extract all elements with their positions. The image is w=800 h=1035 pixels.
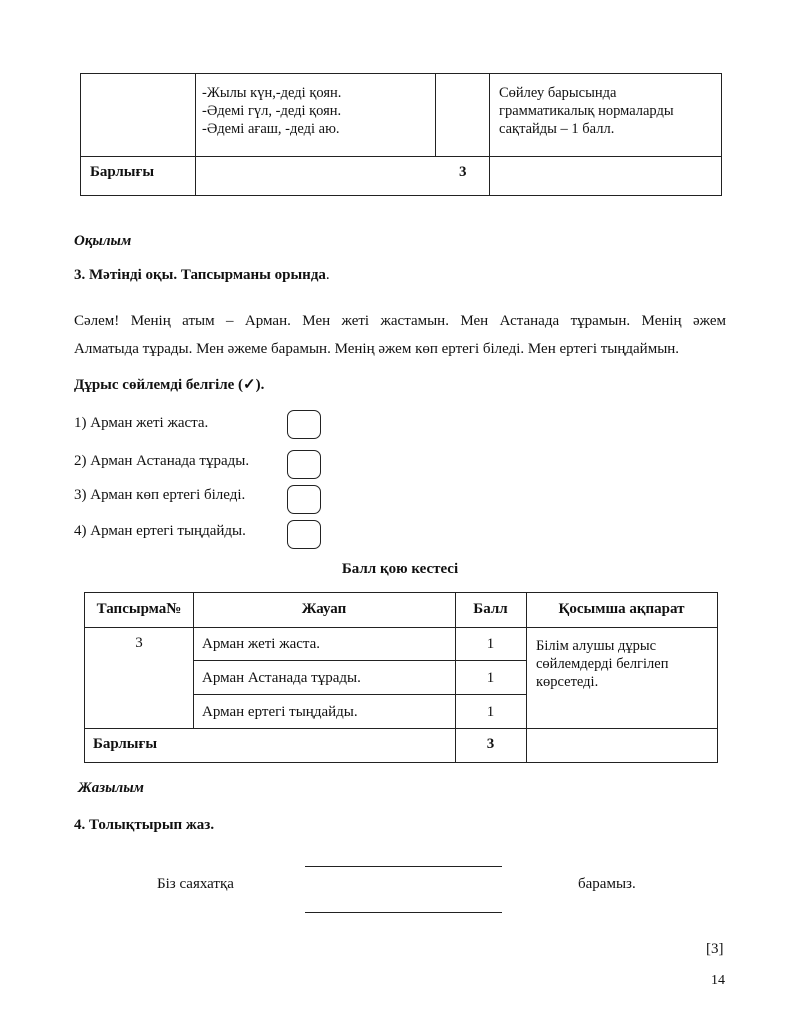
total-label: Барлығы — [90, 164, 155, 180]
section-heading-reading: Оқылым — [74, 233, 132, 249]
points-cell: 1 — [486, 670, 495, 686]
checkbox-option-2[interactable] — [287, 450, 321, 479]
table-divider — [489, 74, 490, 195]
criteria-table — [80, 73, 722, 196]
checkbox-option-4[interactable] — [287, 520, 321, 549]
reading-text-line-2: Алматыда тұрады. Мен әжеме барамын. Менің әжем көп ертегі біледі. Мен ертегі тыңдаймын. — [74, 341, 680, 357]
table-divider — [193, 660, 526, 661]
task-3-period: . — [325, 267, 330, 283]
score-total-label: Барлығы — [93, 736, 158, 752]
option-1: 1) Арман жеті жаста. — [74, 415, 209, 431]
option-4: 4) Арман ертегі тыңдайды. — [74, 523, 246, 539]
criterion-line: грамматикалық нормаларды — [499, 103, 674, 119]
answer-cell: Арман Астанада тұрады. — [202, 670, 361, 686]
dialogue-line: -Әдемі ағаш, -деді аю. — [202, 121, 340, 137]
dialogue-line: -Жылы күн,-деді қоян. — [202, 85, 342, 101]
table-divider — [435, 74, 436, 156]
table-divider — [195, 74, 196, 195]
criterion-text — [499, 84, 674, 138]
criterion-line: Сөйлеу барысында — [499, 85, 617, 101]
header-task: Тапсырма№ — [96, 601, 182, 617]
page-number: 14 — [711, 973, 725, 988]
table-divider — [85, 627, 717, 628]
score-total-value: 3 — [486, 736, 495, 752]
info-line: көрсетеді. — [536, 674, 599, 690]
reading-text-line-1: Сәлем! Менің атым – Арман. Мен жеті жастамын. Мен Астанада тұрамын. Менің әжем — [74, 313, 726, 329]
sentence-end: барамыз. — [578, 876, 636, 892]
table-divider — [526, 593, 527, 762]
checkbox-option-3[interactable] — [287, 485, 321, 514]
answer-blank-bottom[interactable] — [305, 912, 502, 913]
marks: [3] — [706, 941, 724, 957]
table-divider — [193, 694, 526, 695]
instruction: Дұрыс сөйлемді белгіле (✓). — [74, 377, 265, 393]
info-line: Білім алушы дұрыс — [536, 638, 657, 654]
answer-cell: Арман ертегі тыңдайды. — [202, 704, 358, 720]
answer-blank-top[interactable] — [305, 866, 502, 867]
dialogue-line: -Әдемі гүл, -деді қоян. — [202, 103, 342, 119]
task-number-cell: 3 — [135, 635, 143, 651]
score-table — [84, 592, 718, 763]
section-heading-writing: Жазылым — [78, 780, 144, 796]
header-info: Қосымша ақпарат — [558, 601, 685, 617]
total-value: 3 — [459, 164, 467, 180]
option-3: 3) Арман көп ертегі біледі. — [74, 487, 246, 503]
info-line: сөйлемдерді белгілеп — [536, 656, 669, 672]
checkbox-option-1[interactable] — [287, 410, 321, 439]
points-cell: 1 — [486, 704, 495, 720]
dialogue-lines — [202, 84, 341, 138]
header-points: Балл — [473, 601, 508, 617]
task-3-heading — [74, 267, 330, 284]
sentence-start: Біз саяхатқа — [157, 876, 234, 892]
points-cell: 1 — [486, 636, 495, 652]
option-2: 2) Арман Астанада тұрады. — [74, 453, 250, 469]
task-4-title: 4. Толықтырып жаз. — [74, 817, 215, 833]
answer-cell: Арман жеті жаста. — [202, 636, 321, 652]
score-table-title: Балл қою кестесі — [341, 561, 459, 577]
info-cell — [536, 637, 668, 691]
table-divider — [81, 156, 721, 157]
table-divider — [85, 728, 717, 729]
task-3-title: 3. Мәтінді оқы. Тапсырманы орында — [74, 267, 326, 283]
header-answer: Жауап — [301, 601, 347, 617]
criterion-line: сақтайды – 1 балл. — [499, 121, 615, 137]
